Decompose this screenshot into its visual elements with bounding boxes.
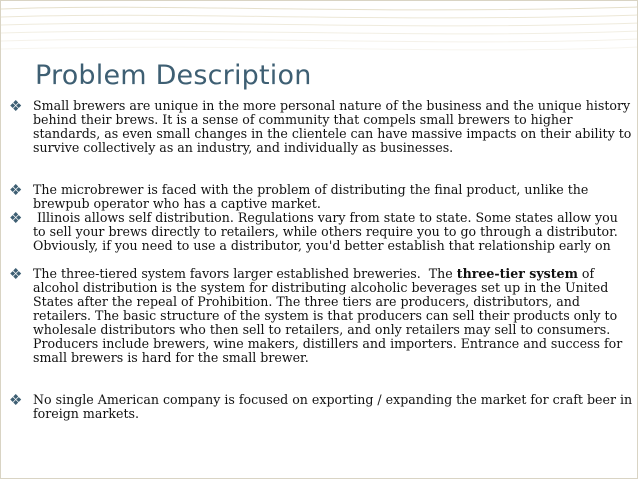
diamond-bullet-icon: ❖ (9, 265, 23, 283)
bullet-item (7, 267, 633, 393)
bullet-text-bold: three-tier system (456, 266, 578, 281)
slide-title: Problem Description (35, 60, 312, 91)
bullet-item (7, 99, 633, 183)
bullet-text: Illinois allows self distribution. Regulations vary from state to state. Some states allow you to sell your brews directly to retailers, while others require you to go through a distributor. Obviously, if you need to use a distributor, you'd better establish that relationship early on (33, 210, 622, 253)
bullet-text: The microbrewer is faced with the problem of distributing the final product, unlike the brewpub operator who has a captive market. (33, 182, 589, 211)
bullet-text: No single American company is focused on exporting / expanding the market for craft beer in foreign markets. (33, 392, 633, 421)
bullet-text: Small brewers are unique in the more personal nature of the business and the unique history behind their brews. It is a sense of community that compels small brewers to higher standards, as even small changes in the clientele can have massive impacts on their ability to survive collectively as an industry, and individually as businesses. (33, 98, 632, 155)
bullet-list (7, 99, 633, 421)
bullet-text-before: The three-tiered system favors larger established breweries. The (33, 266, 457, 281)
diamond-bullet-icon: ❖ (9, 209, 23, 227)
diamond-bullet-icon: ❖ (9, 181, 23, 199)
bullet-item (7, 211, 633, 267)
bullet-item (7, 183, 633, 211)
diamond-bullet-icon: ❖ (9, 391, 23, 409)
decorative-header-stripes (1, 1, 638, 61)
bullet-text-after: of alcohol distribution is the system for distributing alcoholic beverages set up in the United States after the repeal of Prohibition. The three tiers are producers, distributors, and retailers. The basic structure of the system is that producers can sell their products only to wholesale distributors who then sell to retailers, and only retailers may sell to consumers. Producers include brewers, wine makers, distillers and importers. Entrance and success for small brewers is hard for the small brewer. (33, 266, 623, 365)
diamond-bullet-icon: ❖ (9, 97, 23, 115)
bullet-item (7, 393, 633, 421)
